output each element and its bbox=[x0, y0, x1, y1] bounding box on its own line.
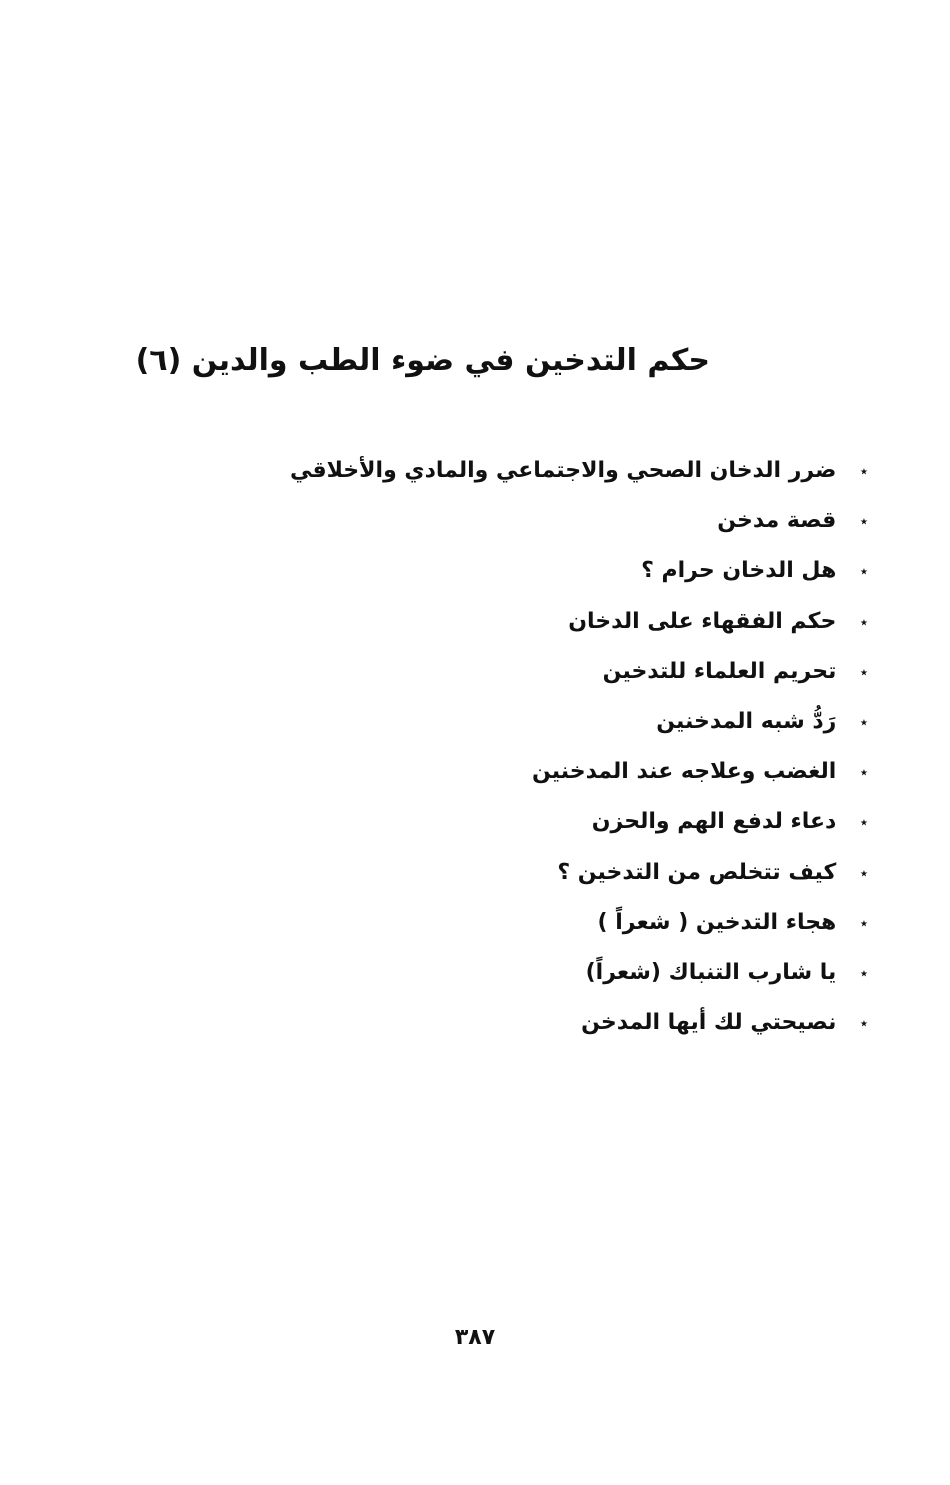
list-item bbox=[289, 446, 868, 496]
list-item-text: رَدُّ شبه المدخنين bbox=[656, 709, 837, 735]
list-item bbox=[308, 697, 868, 747]
list-item bbox=[308, 546, 868, 596]
list-item bbox=[308, 647, 868, 697]
list-item-text: ضرر الدخان الصحي والاجتماعي والمادي والأخلاقي bbox=[289, 458, 837, 484]
asterisk-icon: ٭ bbox=[859, 863, 868, 882]
asterisk-icon: ٭ bbox=[859, 763, 868, 782]
asterisk-icon: ٭ bbox=[859, 662, 868, 681]
asterisk-icon: ٭ bbox=[859, 612, 868, 631]
list-item bbox=[308, 797, 868, 847]
list-item bbox=[308, 898, 868, 948]
list-item bbox=[308, 848, 868, 898]
asterisk-icon: ٭ bbox=[859, 1014, 868, 1033]
asterisk-icon: ٭ bbox=[859, 913, 868, 932]
list-item bbox=[308, 948, 868, 998]
list-item-text: تحريم العلماء للتدخين bbox=[602, 658, 837, 684]
asterisk-icon: ٭ bbox=[859, 963, 868, 982]
list-item-text: حكم الفقهاء على الدخان bbox=[568, 608, 837, 634]
list-item-text: قصة مدخن bbox=[717, 508, 837, 534]
asterisk-icon: ٭ bbox=[859, 512, 868, 531]
asterisk-icon: ٭ bbox=[859, 712, 868, 731]
list-item-text: دعاء لدفع الهم والحزن bbox=[591, 809, 837, 835]
asterisk-icon: ٭ bbox=[859, 462, 868, 480]
page-number: ٣٨٧ bbox=[454, 1325, 496, 1350]
list-item bbox=[308, 597, 868, 647]
asterisk-icon: ٭ bbox=[859, 562, 868, 581]
list-item bbox=[308, 998, 868, 1048]
asterisk-icon: ٭ bbox=[859, 813, 868, 832]
list-item-text: كيف تتخلص من التدخين ؟ bbox=[557, 859, 837, 885]
list-item-text: هجاء التدخين ( شعراً ) bbox=[597, 909, 837, 935]
list-item-text: الغضب وعلاجه عند المدخنين bbox=[531, 759, 837, 785]
list-item-text: هل الدخان حرام ؟ bbox=[641, 558, 837, 584]
list-item bbox=[308, 747, 868, 797]
page-title: حكم التدخين في ضوء الطب والدين (٦) bbox=[135, 343, 710, 378]
list-item-text: يا شارب التنباك (شعراً) bbox=[585, 959, 837, 985]
list-item bbox=[308, 496, 868, 546]
contents-list bbox=[289, 446, 868, 1048]
list-item-text: نصيحتي لك أيها المدخن bbox=[581, 1010, 837, 1036]
